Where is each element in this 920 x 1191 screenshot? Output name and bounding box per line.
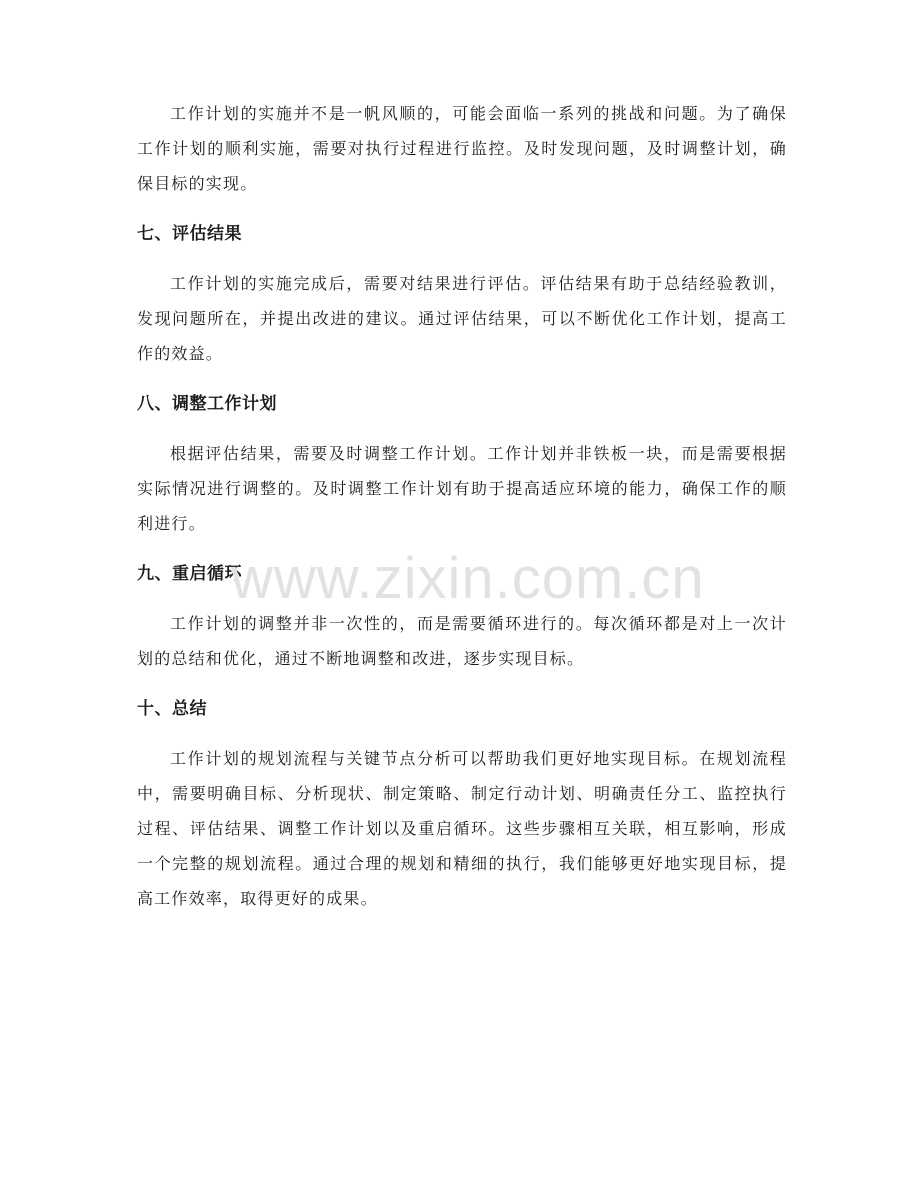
section-heading: 十、总结 <box>137 699 207 719</box>
section-paragraph: 工作计划的实施完成后，需要对结果进行评估。评估结果有助于总结经验教训，发现问题所在，并提出改进的建议。通过评估结果，可以不断优化工作计划，提高工作的效益。 <box>137 274 787 363</box>
section-paragraph: 工作计划的调整并非一次性的，而是需要循环进行的。每次循环都是对上一次计划的总结和优化，通过不断地调整和改进，逐步实现目标。 <box>137 614 787 668</box>
watermark: www.zixin.com.cn <box>231 546 705 611</box>
section-9 <box>137 559 787 676</box>
section-heading: 八、调整工作计划 <box>137 394 277 414</box>
section-paragraph: 工作计划的规划流程与关键节点分析可以帮助我们更好地实现目标。在规划流程中，需要明确目标、分析现状、制定策略、制定行动计划、明确责任分工、监控执行过程、评估结果、调整工作计划以及重启循环。这些步骤相互关联，相互影响，形成一个完整的规划流程。通过合理的规划和精细的执行，我们能够更好地实现目标，提高工作效率，取得更好的成果。 <box>137 749 787 908</box>
document-page <box>137 96 787 916</box>
section-8 <box>137 389 787 541</box>
section-heading: 七、评估结果 <box>137 224 242 244</box>
intro-paragraph: 工作计划的实施并不是一帆风顺的，可能会面临一系列的挑战和问题。为了确保工作计划的顺利实施，需要对执行过程进行监控。及时发现问题，及时调整计划，确保目标的实现。 <box>137 104 787 193</box>
section-heading: 九、重启循环 <box>137 564 242 584</box>
section-paragraph: 根据评估结果，需要及时调整工作计划。工作计划并非铁板一块，而是需要根据实际情况进行调整的。及时调整工作计划有助于提高适应环境的能力，确保工作的顺利进行。 <box>137 444 787 533</box>
section-10 <box>137 694 787 916</box>
section-7 <box>137 219 787 371</box>
